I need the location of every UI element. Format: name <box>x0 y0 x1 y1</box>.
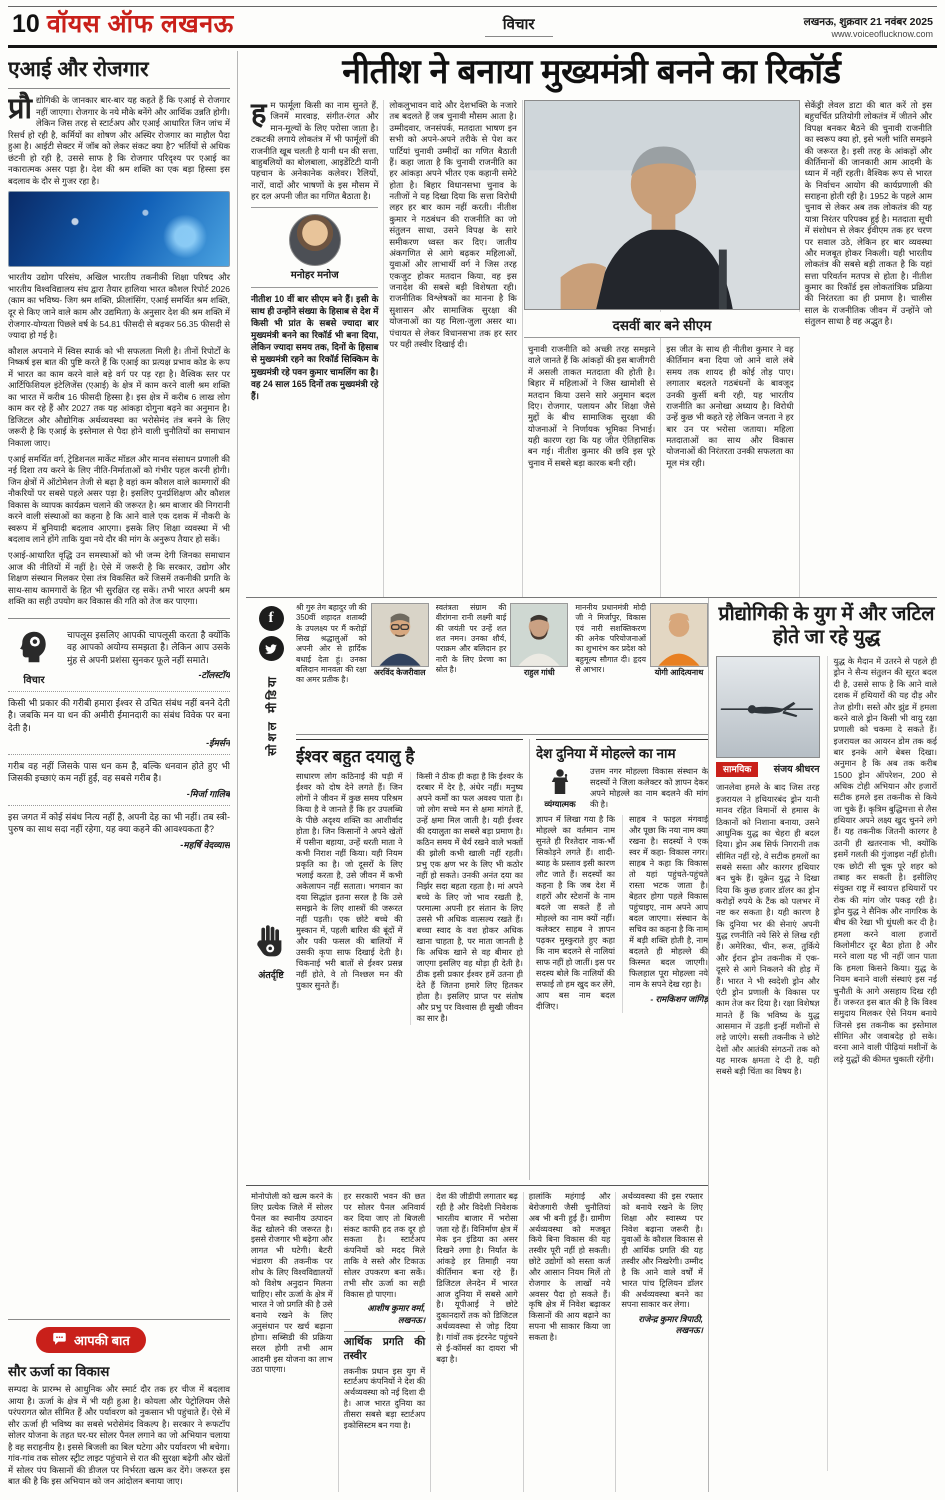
quote-text: किसी भी प्रकार की गरीबी हमारा ईश्वर से उचित संबंध नहीं बनने देती है। जबकि मन या धन की अमीरी ईमानदारी का संबंध विवेक पर बना देती है। <box>8 697 230 733</box>
quote-item <box>8 692 230 755</box>
hand-eye-icon <box>255 947 287 964</box>
quote-attribution: -ईमर्सन <box>206 737 230 748</box>
quotes-section <box>8 618 230 1315</box>
lead-bold-text: नीतीश 10 वीं बार सीएम बने हैं। इसी के साथ ही उन्होंने संख्या के हिसाब से देश में किसी भी प्रांत के सबसे ज्यादा बार मुख्यमंत्री बनने का रिकॉर्ड भी बना दिया, लेकिन ज्यादा समय तक, दिनों के हिसाब से मुख्यमंत्री रहने का रिकॉर्ड सिक्किम के मुख्यमंत्री रहे पवन कुमार चामलिंग का है। वह 24 साल 165 दिनों तक मुख्यमंत्री रहे हैं। <box>251 293 379 401</box>
photo-rahul-gandhi <box>510 603 568 667</box>
quote-item <box>8 806 230 856</box>
article-title: प्रौद्योगिकी के युग में और जटिल होते जा रहे युद्ध <box>718 603 935 649</box>
website-url: www.voiceoflucknow.com <box>831 28 933 39</box>
ai-article-paragraph: भारतीय उद्योग परिसंघ, अखिल भारतीय तकनीकी शिक्षा परिषद और भारतीय विश्वविद्यालय संघ द्वारा तैयार हालिया भारत कौशल रिपोर्ट 2026 (काम का भविष्य- जिग श्रम शक्ति, फ्रीलांसिंग, एआई समर्थित श्रम शक्ति, दूर से किए जाने वाले काम और उद्यमिता) के अनुसार देश की श्रम शक्ति में रोजगार-योग्यता पिछले वर्ष के 54.81 फीसदी से बढ़कर 56.35 फीसदी से ज्यादा हो गई है। <box>8 272 230 341</box>
main-column <box>238 51 937 1492</box>
facebook-icon: f <box>259 606 284 631</box>
quote-item <box>8 624 230 692</box>
lead-column-2: लोकलुभावन वादे और देशभक्ति के नजारे तब बदलते हैं जब चुनावी मौसम आता है। उम्मीदवार, जनसंपर्क, मतदाता भाषण इन सभी को अपने-अपने तरीके से पेश कर पार्टियां चुनावी उम्मीदों का गणित बैठाती हैं। कहा जाता है कि चुनावी राजनीति का हर आंकड़ा अपने भीतर एक कहानी समेटे होता है। बिहार विधानसभा चुनाव के नतीजों ने यह दिखा दिया कि सत्ता विरोधी लहर हर बार काम नहीं करती। नीतीश कुमार ने गठबंधन की राजनीति का जो संतुलन साधा, उसने विपक्ष के सारे समीकरण ध्वस्त कर दिए। जातीय अंकगणित से आगे बढ़कर महिलाओं, युवाओं और लाभार्थी वर्ग ने जिस तरह एकजुट होकर मतदान किया, वह इस जनादेश की सबसे बड़ी विशेषता रही। राजनीतिक विश्लेषकों का मानना है कि सुशासन और सामाजिक सुरक्षा की योजनाओं का यह मिला-जुला असर था। पंचायत से लेकर विधानसभा तक हर स्तर पर यही तस्वीर दिखाई दी। <box>384 100 522 597</box>
letter-text: हर सरकारी भवन की छत पर सोलर पैनल अनिवार्य कर दिया जाए तो बिजली संकट काफी हद तक दूर हो सकता है। स्टार्टअप कंपनियों को मदद मिले ताकि वे सस्ते और टिकाऊ सोलर उपकरण बना सकें। तभी सौर ऊर्जा का सही विकास हो पाएगा। <box>343 1192 426 1299</box>
lead-article <box>246 100 937 598</box>
letter-column: मोनोपोली को खत्म करने के लिए प्रत्येक जिले में सोलर पैनल का स्थानीय उत्पादन केंद्र खोलने की जरूरत है। इससे रोजगार भी बढ़ेगा और लागत भी घटेगी। बैटरी भंडारण की तकनीक पर शोध के लिए विश्वविद्यालयों को विशेष अनुदान मिलना चाहिए। सौर ऊर्जा के क्षेत्र में भारत ने जो प्रगति की है उसे बनाये रखने के लिए अनुसंधान पर खर्च बढ़ाना होगा। सब्सिडी की प्रक्रिया सरल होगी तभी आम आदमी इस योजना का लाभ उठा पाएगा। <box>246 1192 339 1492</box>
lead-subhead: दसवीं बार बने सीएम <box>524 312 800 338</box>
middle-articles <box>296 739 708 1180</box>
quote-text: इस जगत में कोई संबंध नित्य नहीं है, अपनी देह का भी नहीं। तब स्त्री-पुरुष का साथ सदा नहीं रहेगा, यह क्या कहने की आवश्यकता है? <box>8 811 230 835</box>
drone-image <box>716 656 820 758</box>
page-body <box>8 48 937 1492</box>
quote-body <box>8 760 230 800</box>
article-title: देश दुनिया में मोहल्ले का नाम <box>536 739 708 762</box>
quote-text: चापलूस इसलिए आपकी चापलूसी करता है क्योंकि वह आपको अयोग्य समझता है। लेकिन आप उसके मुंह से अपनी प्रशंसा सुनकर फूले नहीं समाते। <box>67 629 230 665</box>
ai-employment-article <box>8 51 230 612</box>
ai-article-paragraph: एआई समर्थित वर्ग, ट्रेडिशनल मार्केट मॉडल और मानव संसाधन प्रणाली की नई दिशा तय करने के लिए नीति-निर्माताओं को गंभीर पहल करनी होगी। जिन क्षेत्रों में ऑटोमेशन तेजी से बढ़ा है वहां कम कौशल वाले कामगारों की नौकरियों पर सबसे पहले असर पड़ा है। इसलिए पुनर्प्रशिक्षण और कौशल विकास के व्यापक कार्यक्रम चलाने की जरूरत है। श्रम बाजार की निगरानी करने वाली संस्थाओं का कहना है कि आने वाले एक दशक में नौकरी के स्वरूप में बुनियादी बदलाव आएगा। इसके लिए शिक्षा व्यवस्था में भी बदलाव लाने होंगे ताकि युवा नये दौर की मांग के अनुरूप तैयार हो सकें। <box>8 453 230 545</box>
satire-intro: उत्तम नगर मोहल्ला विकास संस्थान के सदस्यों ने जिला कलेक्टर को ज्ञापन देकर अपने मोहल्ले का नाम बदलने की मांग की है। <box>590 767 708 810</box>
social-post-author <box>371 603 429 728</box>
letter2-title: आर्थिक प्रगति की तस्वीर <box>344 1331 426 1364</box>
letter2-signature: राजेन्द्र कुमार त्रिपाठी, लखनऊ। <box>638 1314 703 1336</box>
article-meta <box>716 762 820 777</box>
mohalla-satire-article <box>530 739 708 1180</box>
left-column <box>8 51 238 1492</box>
quote-attribution: -टॉलस्टॉय <box>198 669 230 680</box>
letter-column <box>616 1192 708 1492</box>
article-columns <box>716 656 937 1471</box>
letter-text: तकनीक प्रधान इस युग में स्टार्टअप कंपनियों ने देश की अर्थव्यवस्था को नई दिशा दी है। आज भारत दुनिया का तीसरा सबसे बड़ा स्टार्टअप इकोसिस्टम बन गया है। <box>343 1366 426 1430</box>
satire-label-block <box>536 767 584 811</box>
social-post-author-name: अरविंद केजरीवाल <box>373 668 426 678</box>
article-author: संजय श्रीधरन <box>773 764 820 776</box>
article-column: किसी ने ठीक ही कहा है कि ईश्वर के दरबार में देर है, अंधेर नहीं। मनुष्य अपने कर्मों का फल अवश्य पाता है। जो लोग सच्चे मन से क्षमा मांगते हैं, उन्हें क्षमा मिल जाती है। यही ईश्वर की दयालुता का सबसे बड़ा प्रमाण है। कठिन समय में धैर्य रखने वाले भक्तों की झोली कभी खाली नहीं रहती। प्रभु एक क्षण भर के लिए भी कठोर नहीं हो सकते। उनकी अनंत दया का निर्झर सदा बहता रहता है। मां अपने बच्चे के लिए जो भाव रखती है, परमात्मा अपनी हर संतान के लिए उससे भी अधिक वात्सल्य रखते हैं। बच्चा स्वाद के वश होकर अधिक खाना चाहता है, पर माता जानती है कि अधिक खाने से वह बीमार हो जाएगा इसलिए वह थोड़ा ही देती है। ठीक इसी प्रकार ईश्वर हमें उतना ही देते हैं जितना हमारे लिए हितकर होता है। इसलिए प्राप्त पर संतोष और प्रभु पर विश्वास ही सुखी जीवन का सार है। <box>410 772 524 1025</box>
lower-left <box>246 598 708 1492</box>
insight-label: अंतर्दृष्टि <box>258 969 284 981</box>
social-post-text: स्वतंत्रता संग्राम की वीरांगना रानी लक्ष्मी बाई की जयंती पर उन्हें शत शत नमन। उनका शौर्य, पराक्रम और बलिदान हर नारी के लिए प्रेरणा का स्रोत है। <box>435 603 507 674</box>
your-words-label <box>36 1327 146 1353</box>
author-photo <box>289 214 341 266</box>
dateline: लखनऊ, शुक्रवार 21 नवंबर 2025 <box>803 15 933 28</box>
letter-column: देश की जीडीपी लगातार बढ़ रही है और विदेशी निवेशक भारतीय बाजार में भरोसा जता रहे हैं। विनिर्माण क्षेत्र में मेक इन इंडिया का असर दिखने लगा है। निर्यात के आंकड़े हर तिमाही नया कीर्तिमान बना रहे हैं। डिजिटल लेनदेन में भारत आज दुनिया में सबसे आगे है। यूपीआई ने छोटे दुकानदारों तक को डिजिटल अर्थव्यवस्था से जोड़ दिया है। गांवों तक इंटरनेट पहुंचने से ई-कॉमर्स का दायरा भी बढ़ा है। <box>431 1192 524 1492</box>
social-media-label: सोशल मीडिया <box>264 674 279 756</box>
letter-column: हालांकि महंगाई और बेरोजगारी जैसी चुनौतियां अब भी बनी हुई हैं। ग्रामीण अर्थव्यवस्था को मजबूत किये बिना विकास की यह तस्वीर पूरी नहीं हो सकती। छोटे उद्योगों को सस्ता कर्ज और आसान नियम मिलें तो रोजगार के लाखों नये अवसर पैदा हो सकते हैं। कृषि क्षेत्र में निवेश बढ़ाकर किसानों की आय बढ़ाने का सपना भी साकार किया जा सकता है। <box>524 1192 617 1492</box>
article-signature: - रामकिशन जांगिड़ <box>650 993 708 1004</box>
quote-attribution: -महर्षि वेदव्यास <box>180 839 230 850</box>
author-box <box>251 207 378 287</box>
lead-intro <box>251 100 378 202</box>
article-column: ज्ञापन में लिखा गया है कि मोहल्ले का वर्तमान नाम सुनते ही रिश्तेदार नाक-भौं सिकोड़ने लगते हैं। शादी-ब्याह के प्रस्ताव इसी कारण लौट जाते हैं। सदस्यों का कहना है कि जब देश में शहरों और स्टेशनों के नाम बदले जा सकते हैं तो मोहल्ले का नाम क्यों नहीं। कलेक्टर साहब ने ज्ञापन पढ़कर मुस्कुराते हुए कहा कि नाम बदलने से नालियां साफ नहीं हो जातीं। इस पर सदस्य बोले कि नालियों की सफाई तो हम खुद कर लेंगे, आप बस नाम बदल दीजिए। <box>536 815 615 1011</box>
letter1-text: सम्पदा के प्रारम्भ से आधुनिक और स्मार्ट दौर तक हर चीज में बदलाव आया है। ऊर्जा के क्षेत्र में भी यही हुआ है। कोयला और पेट्रोलियम जैसे परंपरागत स्रोत सीमित हैं और पर्यावरण को नुकसान भी पहुंचाते हैं। ऐसे में सौर ऊर्जा ही भविष्य का सबसे भरोसेमंद विकल्प है। सरकार ने रूफटॉप सोलर योजना के तहत घर-घर सोलर पैनल लगाने का जो अभियान चलाया है वह सराहनीय है। इससे बिजली का बिल घटेगा और पर्यावरण भी बचेगा। गांव-गांव तक सोलर स्ट्रीट लाइट पहुंचाने से रात की सुरक्षा बढ़ेगी और खेतों में सोलर पंप किसानों की डीजल पर निर्भरता खत्म कर देंगे। जरूरत इस बात की है कि इस अभियान को जन आंदोलन बनाया जाए। <box>8 1384 230 1487</box>
social-post <box>575 603 708 728</box>
letter-text: अर्थव्यवस्था की इस रफ्तार को बनाये रखने के लिए शिक्षा और स्वास्थ्य पर निवेश बढ़ाना जरूरी है। युवाओं के कौशल विकास से ही आर्थिक प्रगति की यह तस्वीर और निखरेगी। उम्मीद है कि आने वाले वर्षों में भारत पांच ट्रिलियन डॉलर की अर्थव्यवस्था बनने का सपना साकार कर लेगा। <box>621 1192 703 1310</box>
quote-attribution: -मिर्जा गालिब <box>186 788 230 799</box>
author-name: मनोहर मनोज <box>290 270 339 282</box>
lead-intro-text: म फार्मूला किसी का नाम सुनते हैं, जिनमें मारवाड़, संगीत-रंगत और मान-मूल्यों के लिए परोसा जाता है। टकटकी लगाये लोकतंत्र में भी फार्मूलों की राजनीति खूब चलती है यानी धन की सत्ता, बाहुबलियों का बोलबाला, आइडेंटिटी यानी पहचान के अनेकानेक कलेवर। रैलियों, नारों, वादों और भाषणों के इस मौसम में हर दल अपनी जीत का गणित बैठाता है। <box>251 100 379 202</box>
social-post <box>436 603 569 728</box>
quote-item <box>8 755 230 806</box>
your-words-section <box>8 1319 230 1492</box>
lower-region <box>246 598 937 1492</box>
social-posts-row <box>296 603 708 735</box>
thinking-head-icon <box>16 652 52 669</box>
social-post-author <box>650 603 708 728</box>
page-number: 10 <box>12 10 40 38</box>
masthead-right <box>804 16 933 40</box>
your-words-text: आपकी बात <box>74 1333 130 1349</box>
quote-body <box>8 697 230 749</box>
lead-column-1 <box>246 100 384 597</box>
satire-label: व्यंग्यात्मक <box>544 799 576 810</box>
letter1-signature: आशीष कुमार वर्मा, लखनऊ। <box>367 1303 426 1325</box>
middle-content <box>296 603 708 1180</box>
social-post <box>296 603 429 728</box>
dropcap: ह <box>251 100 267 131</box>
middle-band <box>246 598 708 1180</box>
twitter-icon <box>259 636 284 661</box>
article-columns <box>536 815 708 1013</box>
social-post-author <box>510 603 568 728</box>
letter-column <box>339 1192 432 1492</box>
ai-article-paragraph: कौशल अपनाने में स्विस स्पार्क को भी सफलता मिली है। तीनों रिपोर्टों के निष्कर्ष इस बात की पुष्टि करते हैं कि एआई का प्रत्यक्ष प्रभाव कोड के रूप में भारत का काम करने वाले बड़े वर्ग पर पड़ रहा है। वैश्विक स्तर पर आर्टिफिशियल इंटेलिजेंस (एआई) के क्षेत्र में काम करने वाली श्रम शक्ति का भारत में करीब 16 फीसदी हिस्सा है। इस क्षेत्र में करीब 6 लाख लोग काम कर रहे हैं और 2027 तक यह आंकड़ा दोगुना बढ़ने का अनुमान है। डिजिटल और औद्योगिक अर्थव्यवस्था का भरोसेमंद तंत्र बनने के लिए जरूरी है कि एआई के इस्तेमाल से पैदा होने वाली चुनौतियों का समाधान निकाला जाए। <box>8 345 230 449</box>
article-column: साधारण लोग कठिनाई की घड़ी में ईश्वर को दोष देने लगते हैं। जिन लोगों ने जीवन में कुछ समय परिश्रम किया है वे जानते हैं कि हर उपलब्धि के पीछे अदृश्य शक्ति का आशीर्वाद होता है। जिन किसानों ने अपने खेतों में पसीना बहाया, उन्हें धरती माता ने कभी निराश नहीं किया। यही नियम प्रकृति का है। जो दूसरों के लिए भलाई करता है, उसे जीवन में कभी अकेलापन नहीं सताता। भगवान का दया सिद्धांत इतना सरल है कि उसे समझने के लिए शास्त्रों की जरूरत नहीं पड़ती। एक छोटे बच्चे की मुस्कान में, पहली बारिश की बूंदों में और पकी फसल की बालियों में उसकी कृपा साफ दिखाई देती है। चिकनाई भरी बातों से ईश्वर प्रसन्न नहीं होते, वे तो निश्छल मन की पुकार सुनते हैं। <box>296 772 403 990</box>
quote-body <box>67 629 230 686</box>
lead-column-4: इस जीत के साथ ही नीतीश कुमार ने वह कीर्तिमान बना दिया जो आने वाले लंबे समय तक शायद ही कोई तोड़ पाए। लगातार बदलते गठबंधनों के बावजूद उनकी कुर्सी बनी रही, यह भारतीय राजनीति का अनोखा अध्याय है। विरोधी उन्हें कुछ भी कहते रहे लेकिन जनता ने हर बार उन पर भरोसा जताया। महिला मतदाताओं का साथ और विकास योजनाओं की निरंतरता उनकी सफलता का मूल मंत्र रही। <box>661 100 799 597</box>
ai-article-paragraph <box>8 95 230 187</box>
article-column: युद्ध के मैदान में उतरने से पहले ही ड्रोन ने सैन्य संतुलन की सूरत बदल दी है, उससे साफ है कि आने वाले दशक में हथियारों की यह दौड़ और तेज होगी। सस्ते और झुंड में हमला करने वाले ड्रोन किसी भी वायु रक्षा प्रणाली को चकमा दे सकते हैं। इजरायल का आयरन डोम तक कई बार इनके आगे बेबस दिखा। अनुमान है कि अब तक करीब 1500 ड्रोन ऑपरेशन, 200 से अधिक टोही अभियान और हजारों सटीक हमले इस तकनीक से किये जा चुके हैं। कृत्रिम बुद्धिमत्ता से लैस हथियार अपने लक्ष्य खुद चुनने लगे हैं। यह तकनीक जितनी कारगर है उतनी ही खतरनाक भी, क्योंकि इसमें गलती की गुंजाइश नहीं होती। एक छोटी सी चूक पूरे शहर को तबाह कर सकती है। इसीलिए संयुक्त राष्ट्र में स्वायत्त हथियारों पर रोक की मांग जोर पकड़ रही है। ड्रोन युद्ध ने सैनिक और नागरिक के बीच की रेखा भी धुंधली कर दी है। हमला करने वाला हजारों किलोमीटर दूर बैठा होता है और मरने वाला यह भी नहीं जान पाता कि हमला किसने किया। युद्ध के नियम बनाने वाली संस्थाएं इस नई चुनौती के आगे असहाय दिख रही हैं। जरूरत इस बात की है कि विश्व समुदाय मिलकर ऐसे नियम बनाये जिनसे इस तकनीक का इस्तेमाल सीमित और जवाबदेह हो सके। वरना आने वाली पीढ़ियां मशीनों के लड़े युद्धों की कीमत चुकाती रहेंगी। <box>827 656 938 1471</box>
ai-illustration-image <box>8 191 230 267</box>
letters-band <box>246 1185 708 1492</box>
chat-bubble-icon <box>52 1331 67 1349</box>
lead-column-5: सेकेंड्री लेवल डाटा की बात करें तो इस बहुचर्चित प्रतियोगी लोकतंत्र में जीतने और विपक्ष बनकर बैठने की चुनावी राजनीति का स्वरूप क्या हो, इसे भली भांति समझने की जरूरत है। इसी तरह के आंकड़ों और कीर्तिमानों की जानकारी आम आदमी के ध्यान में नहीं रहती। वैश्विक रूप से भारत के निर्वाचन आयोग की कार्यप्रणाली की सराहना होती रही है। 1952 के पहले आम चुनाव से लेकर अब तक लोकतंत्र की यह यात्रा निरंतर परिपक्व हुई है। मतदाता सूची में संशोधन से लेकर ईवीएम तक हर चरण पर सवाल उठे, लेकिन हर बार व्यवस्था और मजबूत होकर निकली। यही भारतीय लोकतंत्र की सबसे बड़ी ताकत है कि यहां सत्ता परिवर्तन मतपत्र से होता है। नीतीश कुमार का रिकॉर्ड इस लोकतांत्रिक प्रक्रिया की निरंतरता का ही प्रमाण है। चालीस साल के राजनीतिक जीवन में उन्होंने जो संतुलन साधा है वह अद्भुत है। <box>804 100 933 327</box>
dropcap: प्रौ <box>8 93 33 125</box>
social-post-text: माननीय प्रधानमंत्री मोदी जी ने मिर्जापुर, विकास एवं नारी सशक्तिकरण की अनेक परियोजनाओं का शुभारंभ कर प्रदेश को बहुमूल्य सौगात दी। हृदय से आभार। <box>575 603 647 674</box>
topical-label: सामयिक <box>716 762 758 777</box>
main-headline: नीतीश ने बनाया मुख्यमंत्री बनने का रिकॉर्ड <box>342 53 841 91</box>
drone-war-article <box>708 598 937 1492</box>
section-title: विचार <box>485 14 553 37</box>
social-post-author-name: योगी आदित्यनाथ <box>654 668 704 678</box>
social-post-text: श्री गुरु तेग बहादुर जी की 350वीं शहादत शताब्दी के उपलक्ष्य पर मैं करोड़ों सिख श्रद्धालुओं को अपनी ओर से हार्दिक बधाई देता हूं। उनका बलिदान मानवता की रक्षा का अमर प्रतीक है। <box>296 603 367 685</box>
letter1-title: सौर ऊर्जा का विकास <box>8 1364 110 1380</box>
ai-article-paragraph: एआई-आधारित वृद्धि उन समस्याओं को भी जन्म देगी जिनका समाधान आज की नीतियों में नहीं है। ऐसे में जरूरी है कि सरकार, उद्योग और शिक्षण संस्थान मिलकर ऐसा तंत्र विकसित करें जिसमें तकनीकी प्रगति के साथ-साथ कामगारों के हित भी सुरक्षित रह सकें। तभी भारत अपनी श्रम शक्ति का सही उपयोग कर विकास की गति को तेज कर पाएगा। <box>8 549 230 607</box>
lead-column-3: चुनावी राजनीति को अच्छी तरह समझने वाले जानते हैं कि आंकड़ों की इस बाजीगरी में असली ताकत मतदाता की होती है। बिहार में महिलाओं ने जिस खामोशी से मतदान किया उसने सारे अनुमान बदल दिए। रोजगार, पलायन और शिक्षा जैसे मुद्दों के बीच सामाजिक सुरक्षा की योजनाओं ने निर्णायक भूमिका निभाई। यही कारण रहा कि यह जीत ऐतिहासिक बन गई। नीतीश कुमार की छवि इस पूरे चुनाव में सबसे बड़ा कारक बनी रही। <box>523 100 661 597</box>
letters-columns <box>246 1192 708 1492</box>
masthead <box>8 6 937 48</box>
nitish-kumar-photo <box>524 100 800 310</box>
ai-article-text: द्योगिकी के जानकार बार-बार यह कहते हैं कि एआई से रोजगार नहीं जाएगा। रोजगार के नये मौके बनेंगे और आर्थिक उन्नति होगी। लेकिन जिस तरह से स्टार्टअप और एआई आधारित जिन जांच में रिसर्च हो रही है, कर्मियों का शोषण और अस्थिर रोजगार का माहौल पैदा हुआ है। आईटी सेक्टर में जॉब को लेकर संकट क्या है? भर्तियों से अधिक छंटनी हो रही है, उससे साफ है कि रोजगार परिदृश्य पर एआई का नकारात्मक असर पड़ा है। देश की श्रम शक्ति का एक बड़ा हिस्सा इस बदलाव के दौर से गुजर रहा है। <box>8 95 230 186</box>
article-column-text: जानलेवा हमले के बाद जिस तरह इजरायल ने हथियारबंद ड्रोन यानी मानव रहित विमानों से हमास के ठिकानों को निशाना बनाया, उसने आधुनिक युद्ध का चेहरा ही बदल दिया। ड्रोन अब सिर्फ निगरानी तक सीमित नहीं रहे, वे सटीक हमलों का सबसे सस्ता और कारगर हथियार बन चुके हैं। यूक्रेन युद्ध ने दिखा दिया कि कुछ हजार डॉलर का ड्रोन करोड़ों रुपये के टैंक को पलभर में नष्ट कर सकता है। यही कारण है कि दुनिया भर की सेनाएं अपनी युद्ध रणनीति नये सिरे से लिख रही हैं। अमेरिका, चीन, रूस, तुर्किये और ईरान ड्रोन तकनीक में एक-दूसरे से आगे निकलने की होड़ में हैं। भारत ने भी स्वदेशी ड्रोन और एंटी ड्रोन प्रणाली के विकास पर काम तेज कर दिया है। रक्षा विशेषज्ञ मानते हैं कि भविष्य के युद्ध आसमान में उड़ती इन्हीं मशीनों से लड़े जाएंगे। सस्ती तकनीक ने छोटे देशों और आतंकी संगठनों तक को यह मारक क्षमता दे दी है, यही सबसे बड़ी चिंता का विषय है। <box>716 782 820 1077</box>
social-post-author-name: राहुल गांधी <box>523 668 555 678</box>
article-column <box>622 815 708 1013</box>
god-is-merciful-article <box>296 739 530 1180</box>
article-title: ईश्वर बहुत दयालु है <box>296 739 523 767</box>
quote-icon-block <box>8 629 60 686</box>
newspaper-title: वॉयस ऑफ लखनऊ <box>46 10 234 38</box>
photo-yogi-adityanath <box>650 603 708 667</box>
satire-header <box>536 767 708 811</box>
quote-body <box>8 811 230 851</box>
masthead-left <box>12 6 234 40</box>
quote-section-label: विचार <box>23 674 45 686</box>
article-columns <box>296 772 523 1025</box>
article-column-text: साहब ने फाइल मंगवाई और पूछा कि नया नाम क्या रखना है। सदस्यों ने एक स्वर में कहा- विकास नगर। साहब ने कहा कि विकास तो यहां पहुंचते-पहुंचते रास्ता भटक जाता है। बेहतर होगा पहले विकास पहुंचाइए, नाम अपने आप बदल जाएगा। संस्थान के सचिव का कहना है कि नाम में बड़ी शक्ति होती है, नाम बदलते ही मोहल्ले की किस्मत बदल जाएगी। फिलहाल पूरा मोहल्ला नये नाम के सपने देख रहा है। <box>629 815 708 989</box>
label-gutter <box>246 603 296 1180</box>
quote-text: गरीब वह नहीं जिसके पास धन कम है, बल्कि धनवान होते हुए भी जिसकी इच्छाएं कम नहीं हुईं, वह सबसे गरीब है। <box>8 760 230 784</box>
podium-speaker-icon <box>545 789 575 799</box>
insight-block <box>255 924 287 981</box>
photo-arvind-kejriwal <box>371 603 429 667</box>
ai-article-title: एआई और रोजगार <box>8 51 230 89</box>
article-column <box>716 656 820 1471</box>
